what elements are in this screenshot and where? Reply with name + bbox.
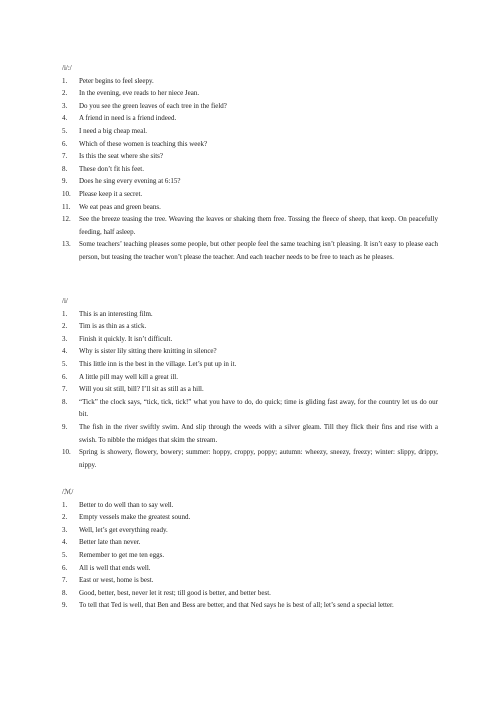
- item-text: Finish it quickly. It isn’t difficult.: [79, 334, 173, 343]
- item-number: 1.: [62, 500, 68, 509]
- list-item: [62, 138, 438, 151]
- item-text: Empty vessels make the greatest sound.: [79, 513, 191, 522]
- list-item: [62, 308, 438, 321]
- item-text: Please keep it a secret.: [79, 189, 143, 198]
- item-number: 6.: [62, 563, 68, 572]
- item-number: 6.: [62, 372, 68, 381]
- item-text: Is this the seat where she sits?: [79, 152, 163, 161]
- item-number: 8.: [62, 588, 68, 597]
- item-number: 4.: [62, 347, 68, 356]
- item-number: 4.: [62, 538, 68, 547]
- section-title: /i/:/: [62, 64, 72, 72]
- item-number: 10.: [62, 189, 71, 198]
- list-item: [62, 562, 438, 575]
- item-number: 5.: [62, 359, 68, 368]
- item-text: This little inn is the best in the village. Let’s put up in it.: [79, 359, 237, 368]
- item-text: Do you see the green leaves of each tree in the field?: [79, 101, 227, 110]
- list-item: [62, 524, 438, 537]
- list-item: [62, 333, 438, 346]
- item-number: 12.: [62, 215, 71, 224]
- list-item: [62, 549, 438, 562]
- list-item: [62, 112, 438, 125]
- item-number: 3.: [62, 334, 68, 343]
- list-item: [62, 201, 438, 214]
- item-text: These don’t fit his feet.: [79, 164, 144, 173]
- list-item: [62, 587, 438, 600]
- item-number: 8.: [62, 397, 68, 406]
- item-text: “Tick” the clock says, “tick, tick, tick!” what you have to do, do quick; time is gliding fast away, for the country let us do our bit.: [79, 397, 438, 419]
- list-item: [62, 175, 438, 188]
- list-item: [62, 371, 438, 384]
- item-number: 11.: [62, 202, 71, 211]
- item-number: 2.: [62, 89, 68, 98]
- sentence-list: [62, 308, 438, 472]
- section-long-i: [62, 62, 438, 264]
- list-item: [62, 511, 438, 524]
- list-item: [62, 345, 438, 358]
- section-title: /ℳ/: [62, 488, 74, 496]
- list-item: [62, 599, 438, 612]
- item-number: 7.: [62, 385, 68, 394]
- item-number: 2.: [62, 322, 68, 331]
- item-number: 7.: [62, 576, 68, 585]
- item-text: East or west, home is best.: [79, 576, 154, 585]
- item-text: Better late than never.: [79, 538, 141, 547]
- list-item: [62, 536, 438, 549]
- item-number: 9.: [62, 177, 68, 186]
- list-item: [62, 150, 438, 163]
- item-text: In the evening, eve reads to her niece Jean.: [79, 89, 200, 98]
- item-number: 1.: [62, 309, 68, 318]
- item-text: Which of these women is teaching this week?: [79, 139, 208, 148]
- item-number: 3.: [62, 101, 68, 110]
- item-text: Does he sing every evening at 6:15?: [79, 177, 181, 186]
- item-text: The fish in the river swiftly swim. And slip through the weeds with a silver gleam. Till they flick their fins and rise with a swish. To nibble the midges that skim the stream.: [79, 422, 438, 444]
- list-item: [62, 163, 438, 176]
- item-number: 5.: [62, 126, 68, 135]
- list-item: [62, 446, 438, 471]
- sentence-list: [62, 499, 438, 612]
- list-item: [62, 574, 438, 587]
- item-text: See the breeze teasing the tree. Weaving the leaves or shaking them free. Tossing the fleece of sheep, that keep. On peacefully feeding, half asleep.: [79, 215, 438, 236]
- list-item: [62, 87, 438, 100]
- item-text: We eat peas and green beans.: [79, 202, 161, 211]
- item-text: Some teachers’ teaching pleases some people, but other people feel the same teaching isn’t pleasing. It isn’t easy to please each person, but teasing the teacher won’t please the teacher. And each teacher needs to be free to teach as he pleases.: [79, 240, 438, 261]
- item-text: This is an interesting film.: [79, 309, 153, 318]
- list-item: [62, 100, 438, 113]
- item-number: 6.: [62, 139, 68, 148]
- item-number: 1.: [62, 76, 68, 85]
- section-e: [62, 486, 438, 612]
- sentence-list: [62, 75, 438, 264]
- item-text: A friend in need is a friend indeed.: [79, 114, 177, 123]
- item-number: 2.: [62, 513, 68, 522]
- list-item: [62, 213, 438, 238]
- list-item: [62, 383, 438, 396]
- list-item: [62, 396, 438, 421]
- list-item: [62, 188, 438, 201]
- item-number: 4.: [62, 114, 68, 123]
- list-item: [62, 358, 438, 371]
- item-text: Spring is showery, flowery, bowery; summer: hoppy, croppy, poppy; autumn: wheezy, sneezy, freezy; winter: slippy, drippy, nippy.: [79, 448, 438, 469]
- item-number: 10.: [62, 448, 71, 457]
- item-number: 13.: [62, 240, 71, 249]
- item-number: 5.: [62, 550, 68, 559]
- section-short-i: [62, 295, 438, 471]
- item-number: 9.: [62, 601, 68, 610]
- list-item: [62, 499, 438, 512]
- item-text: Remember to get me ten eggs.: [79, 550, 165, 559]
- item-number: 8.: [62, 164, 68, 173]
- item-text: Tim is as thin as a stick.: [79, 322, 147, 331]
- item-number: 9.: [62, 422, 68, 431]
- list-item: [62, 238, 438, 263]
- list-item: [62, 125, 438, 138]
- item-text: All is well that ends well.: [79, 563, 151, 572]
- item-number: 3.: [62, 525, 68, 534]
- list-item: [62, 320, 438, 333]
- section-title: /i/: [62, 297, 68, 305]
- item-text: Why is sister lily sitting there knitting in silence?: [79, 347, 217, 356]
- list-item: [62, 75, 438, 88]
- item-text: Well, let’s get everything ready.: [79, 525, 168, 534]
- item-number: 7.: [62, 152, 68, 161]
- item-text: A little pill may well kill a great ill.: [79, 372, 178, 381]
- item-text: Better to do well than to say well.: [79, 500, 174, 509]
- item-text: Will you sit still, bill? I’ll sit as still as a hill.: [79, 385, 204, 394]
- list-item: [62, 421, 438, 446]
- item-text: To tell that Ted is well, that Ben and Bess are better, and that Ned says he is best of all; let’s send a special letter.: [79, 601, 394, 610]
- item-text: Peter begins to feel sleepy.: [79, 76, 154, 85]
- item-text: Good, better, best, never let it rest; till good is better, and better best.: [79, 588, 271, 597]
- item-text: I need a big cheap meal.: [79, 126, 148, 135]
